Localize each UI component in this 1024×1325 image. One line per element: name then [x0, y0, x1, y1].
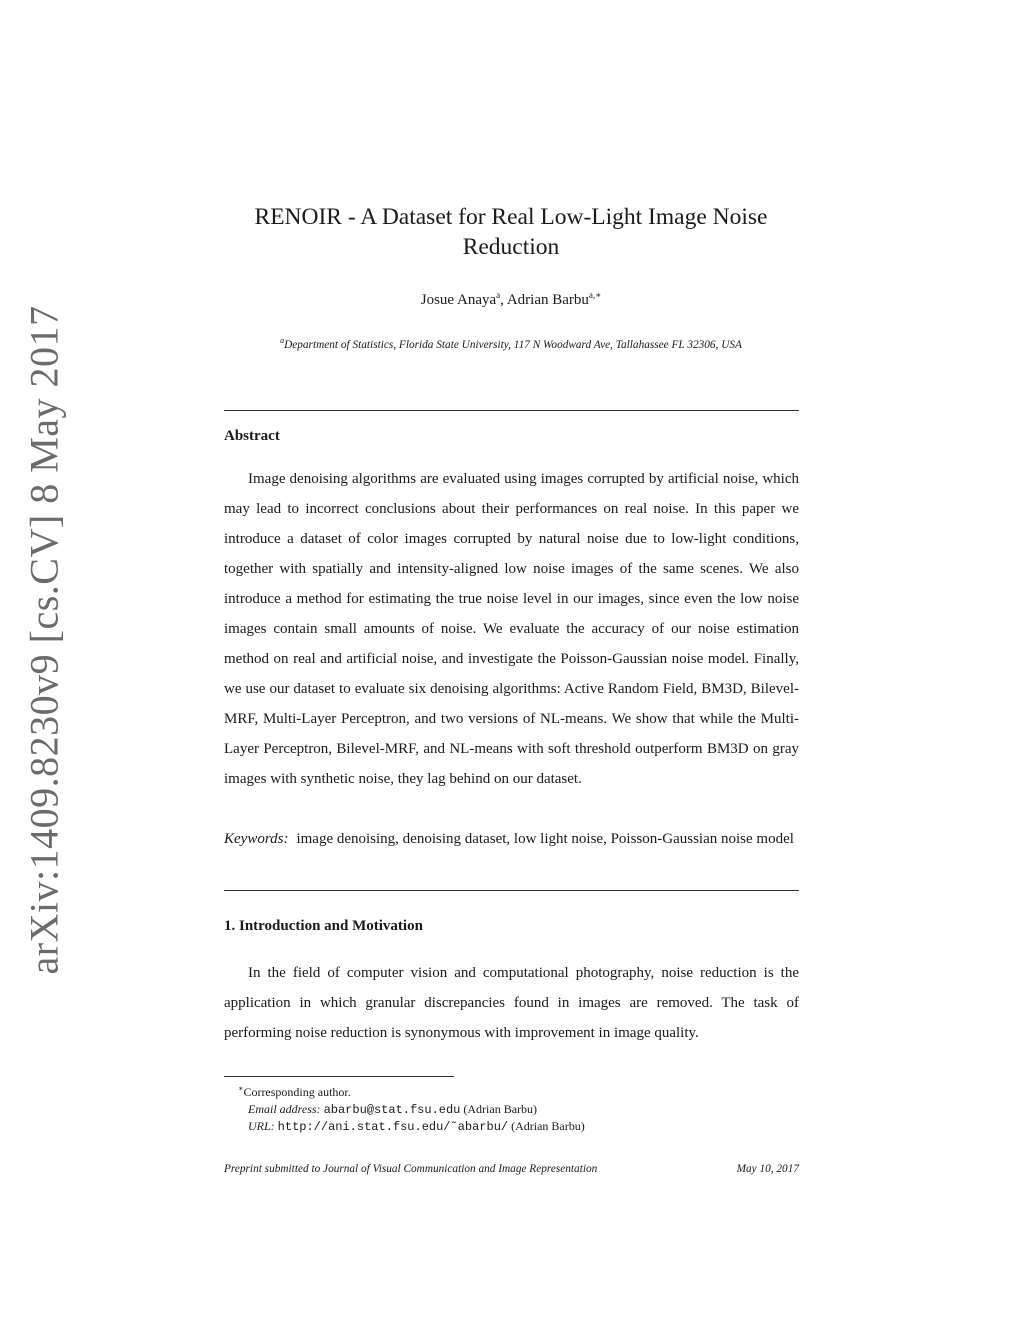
arxiv-id-text: arXiv:1409.8230v9 [cs.CV] 8 May 2017	[21, 305, 67, 975]
section-body: In the field of computer vision and computational photography, noise reduction is the application in which granular discrepancies found in images are removed. The task of performing noise reduction is synonymous with improvement in image quality.	[224, 965, 799, 1041]
url-link[interactable]: http://ani.stat.fsu.edu/˜abarbu/	[277, 1120, 509, 1134]
author-name: Josue Anaya	[420, 292, 497, 308]
footnote-url: URL: http://ani.stat.fsu.edu/˜abarbu/ (Adrian Barbu)	[248, 1119, 585, 1134]
footnote-marker: ∗	[238, 1084, 244, 1093]
footer-submission: Preprint submitted to Journal of Visual Communication and Image Representation	[224, 1163, 598, 1175]
author-affiliation-marker: a	[496, 290, 501, 300]
footnotes	[224, 1081, 799, 1136]
author-list: Josue Anaya$^a$, Adrian Barbu$^{a,∗}$	[420, 290, 602, 308]
affiliation-marker: a	[280, 336, 285, 345]
abstract-top-rule	[224, 410, 799, 411]
footer-date: May 10, 2017	[736, 1163, 799, 1175]
abstract-heading: Abstract	[224, 428, 280, 444]
footnote-email: Email address: abarbu@stat.fsu.edu (Adrian Barbu)	[248, 1101, 538, 1117]
abstract-body: Image denoising algorithms are evaluated using images corrupted by artificial noise, which may lead to incorrect conclusions about their performances on real noise. In this paper we introduce a dataset of color images corrupted by natural noise due to low-light conditions, together with spatially and intensity-aligned low noise images of the same scenes. We also introduce a method for estimating the true noise level in our images, since even the low noise images contain small amounts of noise. We evaluate the accuracy of our noise estimation method on real and artificial noise, and investigate the Poisson-Gaussian noise model. Finally, we use our dataset to evaluate six denoising algorithms: Active Random Field, BM3D, Bilevel-MRF, Multi-Layer Perceptron, and two versions of NL-means. We show that while the Multi-Layer Perceptron, Bilevel-MRF, and NL-means with soft threshold outperform BM3D on gray images with synthetic noise, they lag behind on our dataset.	[224, 471, 799, 787]
keywords-text: image denoising, denoising dataset, low light noise, Poisson-Gaussian noise model	[296, 831, 794, 847]
email-link[interactable]: abarbu@stat.fsu.edu	[323, 1102, 461, 1117]
affiliation-text: Department of Statistics, Florida State University, 117 N Woodward Ave, Tallahassee FL 32306, USA	[284, 338, 742, 351]
page-footer	[224, 1163, 799, 1175]
footnote-corresponding: ∗Corresponding author.	[238, 1084, 351, 1099]
paper-title: RENOIR - A Dataset for Real Low-Light Image Noise Reduction	[254, 204, 768, 260]
keywords	[224, 824, 799, 854]
abstract-bottom-rule	[224, 890, 799, 891]
author-name: Adrian Barbu	[506, 292, 589, 308]
author-affiliation-marker: a,∗	[588, 290, 602, 300]
footnote-rule	[224, 1076, 454, 1077]
keywords-label: Keywords:	[224, 831, 289, 847]
affiliation	[224, 336, 798, 351]
section-heading: 1. Introduction and Motivation	[224, 918, 423, 934]
